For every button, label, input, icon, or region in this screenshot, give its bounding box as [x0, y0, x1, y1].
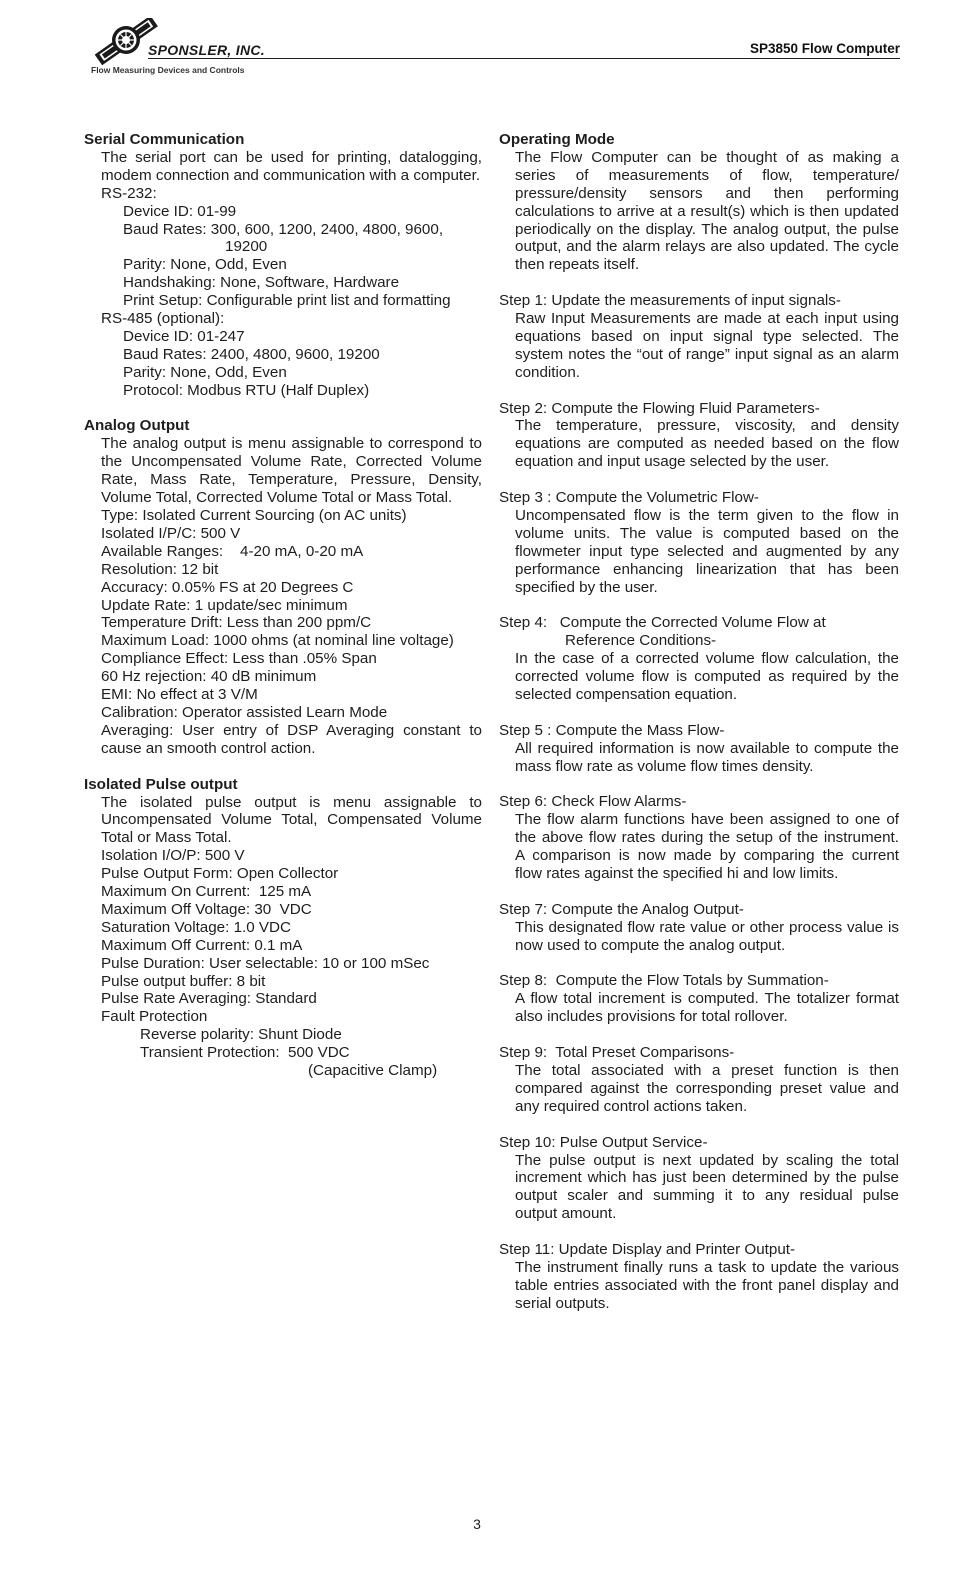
spec-line: 60 Hz rejection: 40 dB minimum	[101, 668, 317, 686]
company-name: SPONSLER, INC.	[148, 42, 265, 58]
spec-line: Maximum Load: 1000 ohms (at nominal line voltage)	[101, 632, 454, 650]
spec-line: Type: Isolated Current Sourcing (on AC units)	[101, 507, 407, 525]
step-body: The pulse output is next updated by scaling the total increment which has just been determined by the pulse output scaler and summing it to any residual pulse output amount.	[515, 1151, 899, 1223]
paragraph: The serial port can be used for printing, datalogging, modem connection and communication with a computer.	[101, 148, 482, 184]
step-body: All required information is now available to compute the mass flow rate as volume flow times density.	[515, 739, 899, 775]
spec-line: Device ID: 01-99	[123, 202, 237, 220]
spec-line: Maximum Off Voltage: 30 VDC	[101, 900, 312, 918]
spec-line: Accuracy: 0.05% FS at 20 Degrees C	[101, 578, 354, 596]
spec-line: Maximum Off Current: 0.1 mA	[101, 936, 303, 954]
company-tagline: Flow Measuring Devices and Controls	[91, 65, 245, 75]
document-title: SP3850 Flow Computer	[749, 41, 900, 56]
step-body: Raw Input Measurements are made at each input using equations based on input signal type selected. The system notes the “out of range” input signal as an alarm condition.	[515, 310, 899, 381]
step-body: Uncompensated flow is the term given to the flow in volume units. The value is computed based on the flowmeter input type selected and augmented by any performance enhancing linearization that has been specified by the user.	[515, 506, 899, 596]
serial-communication-section	[84, 131, 482, 400]
step-11	[499, 1241, 899, 1313]
step-7	[499, 901, 899, 955]
spec-line: Fault Protection	[101, 1008, 208, 1026]
step-body: A flow total increment is computed. The totalizer format also includes provisions for total rollover.	[515, 990, 899, 1026]
isolated-pulse-output-section	[84, 776, 482, 1080]
spec-line: Maximum On Current: 125 mA	[101, 883, 312, 901]
left-column	[84, 131, 482, 1080]
spec-line: Averaging: User entry of DSP Averaging constant to cause an smooth control action.	[101, 721, 482, 757]
step-4	[499, 614, 899, 704]
step-body: This designated flow rate value or other process value is now used to compute the analog output.	[515, 918, 899, 954]
spec-line: Pulse Output Form: Open Collector	[101, 865, 339, 883]
spec-line: Update Rate: 1 update/sec minimum	[101, 596, 348, 614]
section-heading: Serial Communication	[84, 131, 245, 148]
spec-line: Isolation I/O/P: 500 V	[101, 847, 245, 865]
spec-line: Transient Protection: 500 VDC	[140, 1044, 350, 1062]
step-1	[499, 292, 899, 382]
section-heading: Analog Output	[84, 417, 190, 435]
operating-mode-section	[499, 131, 899, 274]
step-heading: Step 2: Compute the Flowing Fluid Parameters-	[499, 399, 820, 417]
page-header	[0, 0, 954, 80]
spec-line: Saturation Voltage: 1.0 VDC	[101, 918, 291, 936]
step-heading: Step 4: Compute the Corrected Volume Flow at	[499, 614, 826, 632]
step-body: The temperature, pressure, viscosity, and density equations are computed as needed based on the flow equation and input usage selected by the user.	[515, 417, 899, 471]
step-9	[499, 1044, 899, 1116]
spec-line: Available Ranges: 4-20 mA, 0-20 mA	[101, 542, 364, 560]
step-body: The total associated with a preset function is then compared against the corresponding preset value and any required control actions taken.	[515, 1061, 899, 1115]
spec-line: Temperature Drift: Less than 200 ppm/C	[101, 614, 372, 632]
step-body: The instrument finally runs a task to update the various table entries associated with the front panel display and serial outputs.	[515, 1258, 899, 1312]
analog-output-section	[84, 417, 482, 757]
right-column	[499, 131, 899, 1313]
spec-line: Protocol: Modbus RTU (Half Duplex)	[123, 381, 370, 399]
paragraph: The analog output is menu assignable to correspond to the Uncompensated Volume Rate, Corrected Volume Rate, Mass Rate, Temperature, Pressure, Density, Volume Total, Corrected Volume Total or Mass Total.	[101, 435, 482, 507]
spec-line: Parity: None, Odd, Even	[123, 363, 287, 381]
spec-line: Isolated I/P/C: 500 V	[101, 524, 241, 542]
step-heading: Step 11: Update Display and Printer Output-	[499, 1241, 796, 1259]
step-heading: Step 9: Total Preset Comparisons-	[499, 1044, 735, 1062]
spec-line: EMI: No effect at 3 V/M	[101, 686, 258, 704]
step-heading: Step 1: Update the measurements of input signals-	[499, 292, 841, 310]
spec-line: 19200	[225, 238, 268, 256]
spec-line: Calibration: Operator assisted Learn Mode	[101, 703, 388, 721]
step-6	[499, 793, 899, 883]
spec-line: RS-232:	[101, 184, 157, 202]
header-rule	[148, 58, 900, 59]
page-number: 3	[473, 1516, 481, 1532]
spec-line: Pulse Duration: User selectable: 10 or 100 mSec	[101, 954, 430, 972]
section-heading: Operating Mode	[499, 131, 615, 148]
paragraph: The Flow Computer can be thought of as making a series of measurements of flow, temperature/ pressure/density sensors and then performing calculations to arrive at a result(s) which is then updated periodically on the display. The analog output, the pulse output, and the alarm relays are also updated. The cycle then repeats itself.	[515, 148, 899, 274]
spec-line: Parity: None, Odd, Even	[123, 256, 287, 274]
step-2	[499, 400, 899, 472]
step-heading: Step 8: Compute the Flow Totals by Summation-	[499, 972, 829, 990]
spec-line: Pulse output buffer: 8 bit	[101, 972, 266, 990]
spec-line: Handshaking: None, Software, Hardware	[123, 274, 400, 292]
spec-line: Compliance Effect: Less than .05% Span	[101, 650, 377, 668]
step-8	[499, 972, 899, 1026]
step-10	[499, 1134, 899, 1224]
spec-line: Baud Rates: 300, 600, 1200, 2400, 4800, 9600,	[123, 220, 444, 238]
spec-line: Device ID: 01-247	[123, 327, 245, 345]
step-heading: Step 7: Compute the Analog Output-	[499, 900, 744, 918]
step-5	[499, 722, 899, 776]
step-heading: Step 10: Pulse Output Service-	[499, 1133, 708, 1151]
step-heading: Step 3 : Compute the Volumetric Flow-	[499, 489, 759, 507]
step-heading-continued: Reference Conditions-	[565, 632, 717, 650]
step-heading: Step 6: Check Flow Alarms-	[499, 793, 687, 811]
spec-line: RS-485 (optional):	[101, 310, 225, 328]
spec-line: Baud Rates: 2400, 4800, 9600, 19200	[123, 345, 380, 363]
step-3	[499, 489, 899, 596]
spec-line: Print Setup: Configurable print list and formatting	[123, 292, 451, 310]
section-heading: Isolated Pulse output	[84, 775, 238, 793]
spec-line: Reverse polarity: Shunt Diode	[140, 1026, 342, 1044]
step-body: In the case of a corrected volume flow calculation, the corrected volume flow is computed as required by the selected compensation equation.	[515, 650, 899, 704]
step-heading: Step 5 : Compute the Mass Flow-	[499, 721, 725, 739]
step-body: The flow alarm functions have been assigned to one of the above flow rates during the setup of the instrument. A comparison is now made by comparing the current flow rates against the specified hi and low limits.	[515, 811, 899, 883]
paragraph: The isolated pulse output is menu assignable to Uncompensated Volume Total, Compensated Volume Total or Mass Total.	[101, 793, 482, 847]
spec-line: (Capacitive Clamp)	[308, 1062, 438, 1080]
spec-line: Resolution: 12 bit	[101, 560, 219, 578]
spec-line: Pulse Rate Averaging: Standard	[101, 990, 317, 1008]
